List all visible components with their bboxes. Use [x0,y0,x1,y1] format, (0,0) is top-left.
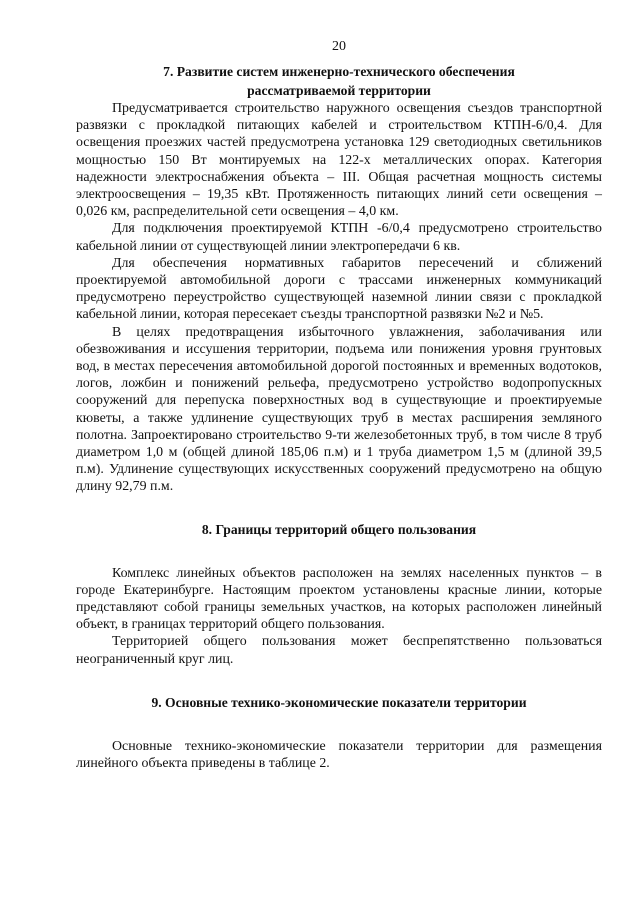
section-9-title: 9. Основные технико-экономические показатели территории [151,694,527,710]
section-8-title: 8. Границы территорий общего пользования [201,521,477,537]
section-7-paragraph-3: Для обеспечения нормативных габаритов пересечений и сближений проектируемой автомобильной дороги с трассами инженерных коммуникаций предусмотрено переустройство существующей наземной линии связи с прокладкой кабельной линии, которая пересекает съезды транспортной развязки №2 и №5. [76,255,602,323]
section-8-paragraph-1: Комплекс линейных объектов расположен на землях населенных пунктов – в городе Екатеринбурге. Настоящим проектом установлены красные линии, которые представляют собой границы земельных участков, на которых расположен линейный объект, в границах территорий общего пользования. [76,565,602,633]
section-7-paragraph-2: Для подключения проектируемой КТПН -6/0,4 предусмотрено строительство кабельной линии от существующей линии электропередачи 6 кв. [76,221,602,254]
section-7-paragraph-1: Предусматривается строительство наружного освещения съездов транспортной развязки с прокладкой питающих кабелей и строительством КТПН-6/0,4. Для освещения проезжих частей предусмотрена установка 129 светодиодных светильников мощностью 150 Вт монтируемых на 122-х металлических опорах. Категория надежности электроснабжения объекта – III. Общая расчетная мощность системы электроосвещения – 19,35 кВт. Протяженность питающих линий сети освещения – 0,026 км, распределительной сети освещения – 4,0 км. [76,101,602,220]
section-7-paragraph-4: В целях предотвращения избыточного увлажнения, заболачивания или обезвоживания и иссушения территории, подъема или понижения уровня грунтовых вод, в местах пересечения автомобильной дорогой постоянных и временных водотоков, логов, ложбин и понижений рельефа, предусмотрено устройство водопропускных сооружений для перепуска поверхностных вод в существующие и проектируемые кюветы, а также удлинение существующих труб в местах расширения земляного полотна. Запроектировано строительство 9-ти железобетонных труб, в том числе 8 труб диаметром 1,0 м (общей длиной 185,06 п.м) и 1 труба диаметром 1,5 м (длиной 39,5 п.м). Удлинение существующих искусственных сооружений предусмотрено на общую длину 92,79 п.м. [76,324,602,495]
section-9-paragraph-1: Основные технико-экономические показатели территории для размещения линейного объекта приведены в таблице 2. [76,738,602,772]
section-7-title-line-1: 7. Развитие систем инженерно-технического обеспечения [163,64,515,79]
section-8-paragraph-2: Территорией общего пользования может беспрепятственно пользоваться неограниченный круг лиц. [76,634,602,667]
section-7-title-line-2: рассматриваемой территории [247,83,431,98]
page-number: 20 [332,39,346,54]
